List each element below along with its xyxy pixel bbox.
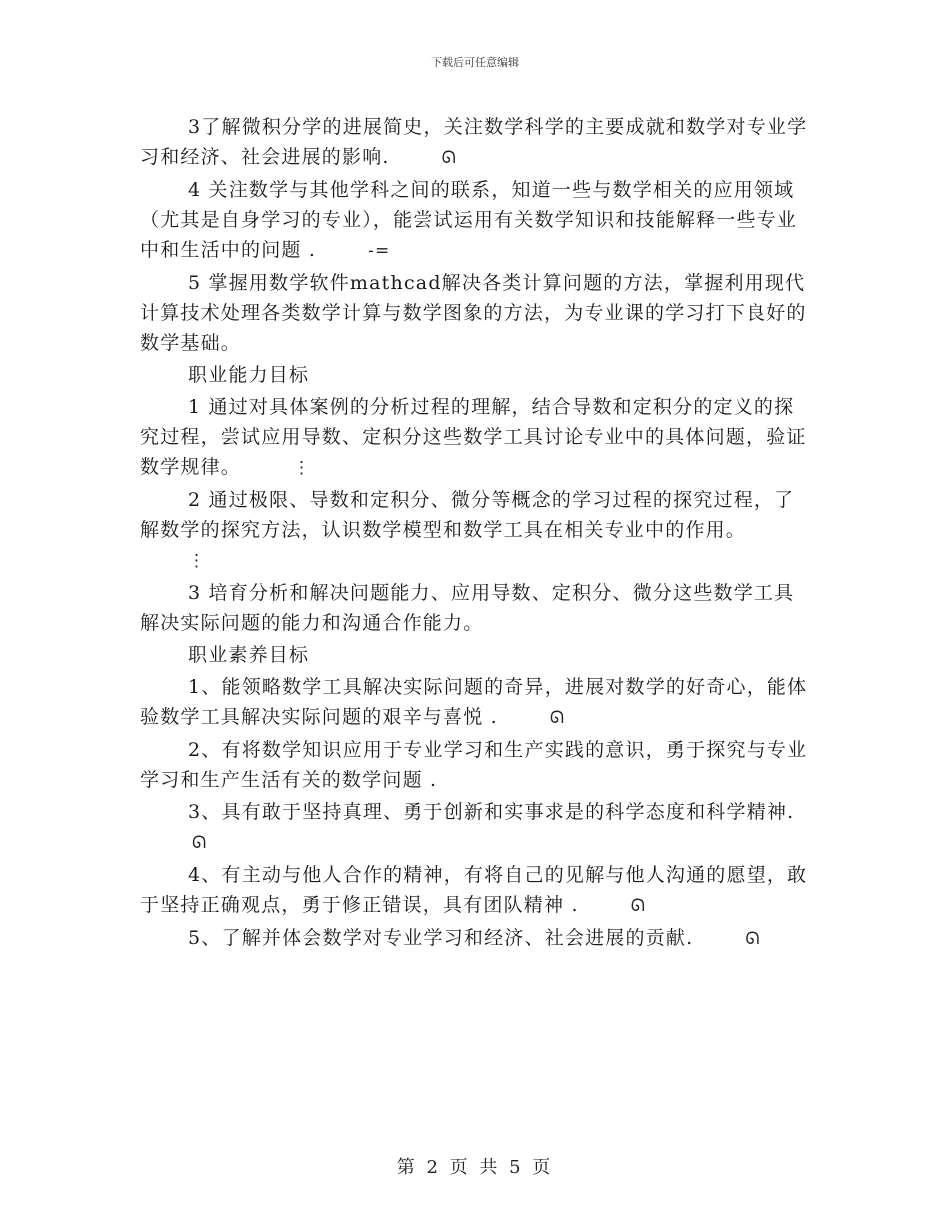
paragraph-4 xyxy=(140,175,810,266)
paragraph-text: 3了解微积分学的进展简史，关注数学科学的主要成就和数学对专业学习和经济、社会进展的影响. xyxy=(140,116,808,168)
item-text: 2 通过极限、导数和定积分、微分等概念的学习过程的探究过程，了解数学的探究方法，认识数学模型和数学工具在相关专业中的作用。 xyxy=(140,489,795,541)
swirl-mark-icon: ᘏ xyxy=(745,929,761,949)
swirl-mark-icon: ᘏ xyxy=(630,896,646,916)
item-text: 1 通过对具体案例的分析过程的理解，结合导数和定积分的定义的探究过程，尝试应用导数、定积分这些数学工具讨论专业中的具体问题，验证数学规律。 xyxy=(140,396,807,478)
vertical-ellipsis-icon: ⋮ xyxy=(293,458,312,478)
dash-mark-icon: -= xyxy=(368,241,391,261)
page-header-note: 下载后可任意编辑 xyxy=(431,56,519,69)
ability-item-3 xyxy=(140,578,810,638)
quality-item-3 xyxy=(140,797,810,858)
ability-item-2 xyxy=(140,485,810,576)
item-text: 3、具有敢于坚持真理、勇于创新和实事求是的科学态度和科学精神. xyxy=(188,801,795,823)
item-text: 4、有主动与他人合作的精神，有将自己的见解与他人沟通的愿望，敢于坚持正确观点，勇于修正错误，具有团队精神 . xyxy=(140,864,808,916)
section-title-quality: 职业素养目标 xyxy=(188,644,310,666)
item-text: 3 培育分析和解决问题能力、应用导数、定积分、微分这些数学工具解决实际问题的能力和沟通合作能力。 xyxy=(140,582,795,634)
quality-item-2 xyxy=(140,735,810,795)
swirl-mark-icon: ᘏ xyxy=(549,708,566,728)
section-title-ability: 职业能力目标 xyxy=(188,364,310,386)
paragraph-5 xyxy=(140,268,810,358)
vertical-ellipsis-icon: ⋮ xyxy=(188,551,207,571)
paragraph-text: 5 掌握用数学软件mathcad解决各类计算问题的方法，掌握利用现代计算技术处理各类数学计算与数学图象的方法，为专业课的学习打下良好的数学基础。 xyxy=(140,272,807,354)
ability-item-1 xyxy=(140,392,810,483)
quality-item-4 xyxy=(140,860,810,921)
swirl-mark-icon: ᘏ xyxy=(192,833,208,853)
document-body xyxy=(140,112,810,956)
item-text: 1、能领略数学工具解决实际问题的奇异，进展对数学的好奇心，能体验数学工具解决实际问题的艰辛与喜悦 . xyxy=(140,676,808,728)
quality-item-5 xyxy=(140,923,810,954)
item-text: 2、有将数学知识应用于专业学习和生产实践的意识，勇于探究与专业学习和生产生活有关的数学问题 . xyxy=(140,739,808,791)
swirl-mark-icon: ᘏ xyxy=(441,148,457,168)
paragraph-text: 4 关注数学与其他学科之间的联系，知道一些与数学相关的应用领域（尤其是自身学习的专业），能尝试运用有关数学知识和技能解释一些专业中和生活中的问题 . xyxy=(140,179,798,261)
paragraph-3 xyxy=(140,112,810,173)
page-number: 第 2 页 共 5 页 xyxy=(396,1157,554,1178)
item-text: 5、了解并体会数学对专业学习和经济、社会进展的贡献. xyxy=(188,927,694,949)
quality-item-1 xyxy=(140,672,810,733)
